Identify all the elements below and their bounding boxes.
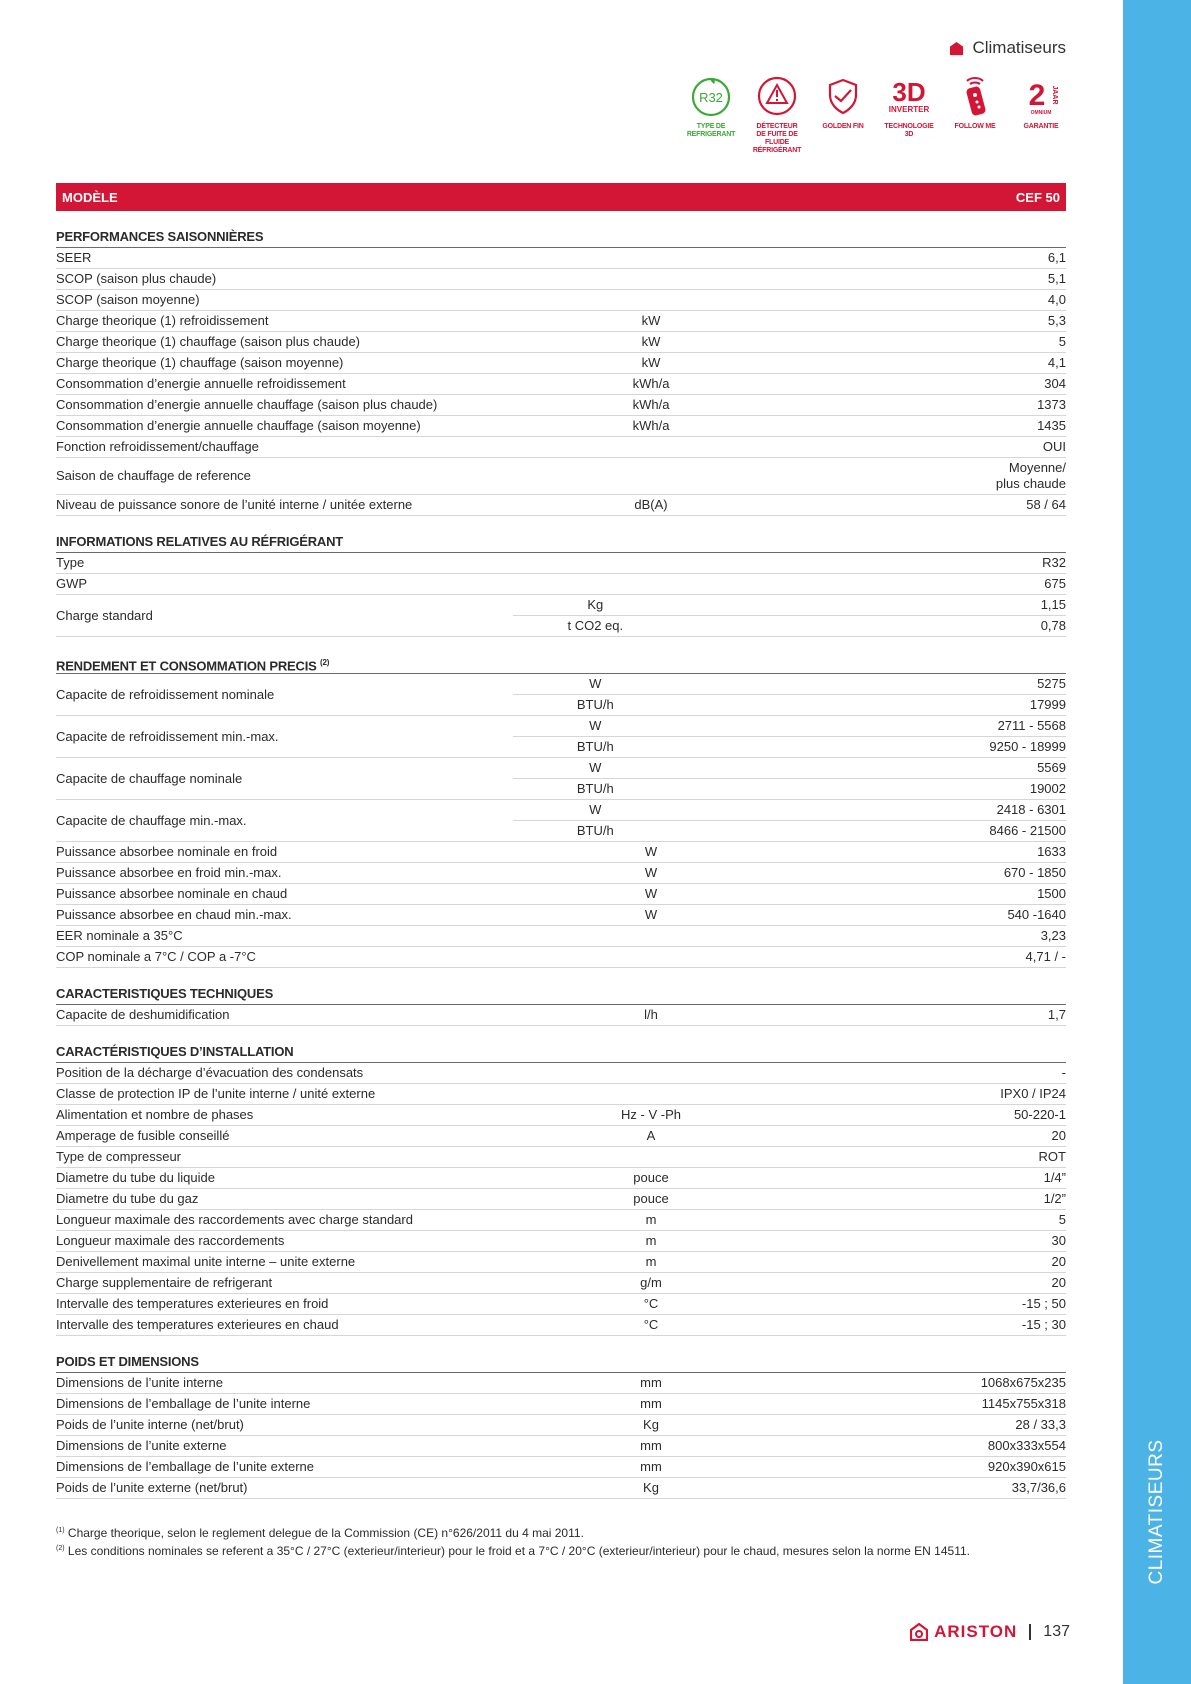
table-row [56, 1457, 1066, 1478]
model-bar [56, 183, 1066, 211]
row-label: SCOP (saison plus chaude) [56, 271, 217, 286]
row-label: Longueur maximale des raccordements avec charge standard [56, 1212, 413, 1227]
row-value: 20 [1051, 1128, 1066, 1143]
row-unit: kW [641, 334, 661, 349]
row-label: Diametre du tube du gaz [56, 1191, 199, 1206]
row-unit: dB(A) [634, 497, 668, 512]
table-row [56, 1373, 1066, 1394]
row-value: 3,23 [1040, 928, 1066, 943]
row-unit: mm [640, 1375, 662, 1390]
row-unit: kWh/a [632, 397, 670, 412]
row-unit: BTU/h [576, 823, 614, 838]
table-row-group [56, 758, 1066, 800]
sub-row [513, 615, 1066, 636]
feature-label: DÉTECTEUR DE FUITE DE FLUIDE RÉFRIGÉRANT [752, 123, 802, 154]
row-label: SEER [56, 250, 92, 265]
svg-text:3D: 3D [892, 77, 926, 107]
row-value: IPX0 / IP24 [1000, 1086, 1066, 1101]
category-header [949, 37, 1066, 59]
row-label: Fonction refroidissement/chauffage [56, 439, 259, 454]
row-value: 5 [1058, 1212, 1066, 1227]
table-row [56, 1126, 1066, 1147]
row-value: 4,1 [1047, 355, 1066, 370]
table-row-group [56, 595, 1066, 637]
svg-text:2: 2 [1028, 79, 1046, 112]
row-value: 1/2” [1043, 1191, 1066, 1206]
row-value: 9250 - 18999 [989, 739, 1066, 754]
row-unit: mm [640, 1438, 662, 1453]
row-value: 675 [1044, 576, 1066, 591]
row-unit: m [645, 1233, 657, 1248]
row-label: Puissance absorbee en froid min.-max. [56, 865, 282, 880]
row-value: 1500 [1037, 886, 1066, 901]
row-unit: g/m [640, 1275, 662, 1290]
section-title: INFORMATIONS RELATIVES AU RÉFRIGÉRANT [56, 532, 1066, 553]
table-row [56, 311, 1066, 332]
svg-text:INVERTER: INVERTER [888, 105, 930, 114]
row-unit: BTU/h [576, 781, 614, 796]
section-title: POIDS ET DIMENSIONS [56, 1352, 1066, 1373]
row-label: Dimensions de l’emballage de l’unite interne [56, 1396, 311, 1411]
row-unit: mm [640, 1396, 662, 1411]
footnotes [56, 1523, 1066, 1559]
section-title: PERFORMANCES SAISONNIÈRES [56, 227, 1066, 248]
table-row [56, 1147, 1066, 1168]
sub-row [513, 694, 1066, 715]
sub-row [513, 736, 1066, 757]
side-tab [1123, 0, 1191, 1684]
table-row [56, 269, 1066, 290]
model-value: CEF 50 [1015, 189, 1060, 205]
row-unit: W [589, 760, 602, 775]
row-value [786, 460, 1066, 492]
row-label: Consommation d’energie annuelle chauffage (saison moyenne) [56, 418, 421, 433]
row-label: Capacite de refroidissement nominale [56, 687, 275, 702]
row-value: 50-220-1 [1013, 1107, 1066, 1122]
remote-control-icon [953, 74, 997, 118]
row-label: Puissance absorbee en chaud min.-max. [56, 907, 292, 922]
footnote [56, 1541, 1066, 1559]
sub-row [513, 716, 1066, 736]
page-number: 137 [1043, 1623, 1070, 1640]
row-value: 2711 - 5568 [997, 718, 1066, 733]
row-label: Capacite de chauffage min.-max. [56, 813, 247, 828]
svg-text:R32: R32 [699, 90, 723, 105]
row-label: Capacite de chauffage nominale [56, 771, 243, 786]
table-row [56, 842, 1066, 863]
row-label: Puissance absorbee nominale en chaud [56, 886, 288, 901]
3d-inverter-icon [887, 74, 931, 118]
feature-label: TYPE DE REFRIGERANT [686, 123, 736, 138]
model-label: MODÈLE [62, 189, 118, 205]
table-row [56, 1415, 1066, 1436]
sub-row [513, 820, 1066, 841]
row-value-line: Moyenne/ [1008, 460, 1066, 475]
table-row [56, 1084, 1066, 1105]
section-title: CARACTÉRISTIQUES D’INSTALLATION [56, 1042, 1066, 1063]
row-label: Classe de protection IP de l’unite interne / unité externe [56, 1086, 376, 1101]
row-unit: W [589, 676, 602, 691]
golden-fin-shield-icon [821, 74, 865, 118]
row-unit: W [644, 844, 658, 859]
sub-rows [513, 758, 1066, 799]
page-footer [910, 1620, 1070, 1644]
section-title: CARACTERISTIQUES TECHNIQUES [56, 984, 1066, 1005]
table-row [56, 374, 1066, 395]
footer-divider [1029, 1624, 1031, 1640]
row-label: Intervalle des temperatures exterieures en froid [56, 1296, 329, 1311]
sub-rows [513, 716, 1066, 757]
row-value: OUI [1042, 439, 1066, 454]
row-value: ROT [1038, 1149, 1066, 1164]
row-value: R32 [1042, 555, 1066, 570]
footnote [56, 1523, 1066, 1541]
row-unit: pouce [633, 1191, 669, 1206]
svg-text:JAAR: JAAR [1051, 85, 1058, 105]
row-value: 5569 [1037, 760, 1066, 775]
table-row [56, 1273, 1066, 1294]
leak-detector-icon [755, 74, 799, 118]
feature-label: GARANTIE [1023, 123, 1059, 130]
table-row [56, 553, 1066, 574]
row-value: 19002 [1029, 781, 1066, 796]
row-label: EER nominale a 35°C [56, 928, 183, 943]
section-rendement [56, 653, 1066, 968]
row-value: 1633 [1037, 844, 1066, 859]
feature-leak-detector [744, 74, 810, 155]
table-row-group [56, 674, 1066, 716]
row-label: Position de la décharge d’évacuation des condensats [56, 1065, 364, 1080]
table-row [56, 1252, 1066, 1273]
row-label: Dimensions de l’unite externe [56, 1438, 227, 1453]
table-row [56, 416, 1066, 437]
brand-logo [910, 1622, 1017, 1642]
sub-row [513, 800, 1066, 820]
table-row [56, 947, 1066, 968]
table-row [56, 1210, 1066, 1231]
footnote-text: Les conditions nominales se referent a 35°C / 27°C (exterieur/interieur) pour le froid et a 7°C / 20°C (exterieur/interieur) pour le chaud, mesures selon la norme EN 14511. [67, 1544, 970, 1558]
row-unit: W [589, 802, 602, 817]
row-value: 33,7/36,6 [1011, 1480, 1066, 1495]
table-row-group [56, 716, 1066, 758]
brand-name: ARISTON [934, 1622, 1018, 1641]
sub-rows [513, 800, 1066, 841]
row-value: 1,7 [1047, 1007, 1066, 1022]
table-row [56, 290, 1066, 311]
row-value: -15 ; 50 [1021, 1296, 1066, 1311]
row-unit: Hz - V -Ph [621, 1107, 681, 1122]
section-installation [56, 1042, 1066, 1336]
feature-icons [678, 74, 1074, 155]
row-unit: m [645, 1254, 657, 1269]
table-row [56, 1231, 1066, 1252]
table-row [56, 1436, 1066, 1457]
row-unit: °C [643, 1317, 659, 1332]
row-value: 20 [1051, 1275, 1066, 1290]
row-unit: W [589, 718, 602, 733]
row-value: 6,1 [1047, 250, 1066, 265]
table-row [56, 1394, 1066, 1415]
table-row [56, 458, 1066, 495]
row-label: Charge theorique (1) refroidissement [56, 313, 269, 328]
footnote-ref: (2) [320, 658, 330, 667]
section-refrigerant [56, 532, 1066, 637]
table-row [56, 926, 1066, 947]
table-row [56, 395, 1066, 416]
sub-rows [513, 595, 1066, 636]
feature-warranty [1008, 74, 1074, 155]
row-value: 0,78 [1040, 618, 1066, 633]
row-value-line: plus chaude [995, 476, 1066, 491]
row-unit: pouce [633, 1170, 669, 1185]
row-label: Niveau de puissance sonore de l’unité interne / unitée externe [56, 497, 413, 512]
row-label: SCOP (saison moyenne) [56, 292, 200, 307]
spec-table [56, 183, 1066, 1559]
row-value: 1373 [1037, 397, 1066, 412]
table-row [56, 1063, 1066, 1084]
row-value: 30 [1051, 1233, 1066, 1248]
row-value: 800x333x554 [987, 1438, 1066, 1453]
row-label: GWP [56, 576, 88, 591]
row-value: 28 / 33,3 [1015, 1417, 1066, 1432]
r32-leaf-icon [689, 74, 733, 118]
row-unit: kW [641, 355, 661, 370]
row-label: Amperage de fusible conseillé [56, 1128, 230, 1143]
row-value: 1068x675x235 [980, 1375, 1066, 1390]
ariston-logo-icon [910, 1623, 928, 1641]
feature-follow-me [942, 74, 1008, 155]
2-year-warranty-icon [1019, 74, 1063, 118]
side-tab-label: CLIMATISEURS [1146, 1439, 1167, 1585]
row-value: 8466 - 21500 [989, 823, 1066, 838]
row-value: 17999 [1029, 697, 1066, 712]
row-label: Charge theorique (1) chauffage (saison plus chaude) [56, 334, 361, 349]
row-label: Puissance absorbee nominale en froid [56, 844, 278, 859]
row-unit: kW [641, 313, 661, 328]
table-row [56, 437, 1066, 458]
sub-row [513, 674, 1066, 694]
row-label: Denivellement maximal unite interne – unite externe [56, 1254, 356, 1269]
row-value: 670 - 1850 [1003, 865, 1066, 880]
feature-label: TECHNOLOGIE 3D [884, 123, 934, 138]
row-value: 4,71 / - [1025, 949, 1066, 964]
table-row-group [56, 800, 1066, 842]
sub-row [513, 778, 1066, 799]
row-value: 2418 - 6301 [996, 802, 1066, 817]
row-label: Dimensions de l’unite interne [56, 1375, 223, 1390]
feature-label: GOLDEN FIN [822, 123, 864, 130]
row-value: 58 / 64 [1026, 497, 1066, 512]
footnote-text: Charge theorique, selon le reglement delegue de la Commission (CE) n°626/2011 du 4 mai 2011. [67, 1526, 584, 1540]
section-title [56, 653, 1066, 674]
row-value: 20 [1051, 1254, 1066, 1269]
row-unit: °C [643, 1296, 659, 1311]
feature-golden-fin [810, 74, 876, 155]
row-label: Longueur maximale des raccordements [56, 1233, 285, 1248]
row-label: Type de compresseur [56, 1149, 182, 1164]
section-performances [56, 227, 1066, 516]
row-label: Charge theorique (1) chauffage (saison moyenne) [56, 355, 344, 370]
row-label: Capacite de refroidissement min.-max. [56, 729, 279, 744]
table-row [56, 1189, 1066, 1210]
svg-text:OMNIUM: OMNIUM [1030, 110, 1052, 116]
row-unit: t CO2 eq. [567, 618, 624, 633]
sub-row [513, 758, 1066, 778]
row-unit: kWh/a [632, 418, 670, 433]
table-row [56, 1315, 1066, 1336]
row-value: 5275 [1037, 676, 1066, 691]
house-icon [949, 41, 964, 56]
row-value: 4,0 [1047, 292, 1066, 307]
row-value: - [1061, 1065, 1066, 1080]
row-value: 1,15 [1040, 597, 1066, 612]
feature-3d-technology [876, 74, 942, 155]
row-label: Diametre du tube du liquide [56, 1170, 215, 1185]
table-row [56, 905, 1066, 926]
table-row [56, 1294, 1066, 1315]
table-row [56, 353, 1066, 374]
footnote-mark: (2) [56, 1545, 65, 1552]
row-label: Intervalle des temperatures exterieures en chaud [56, 1317, 339, 1332]
section-title-text: RENDEMENT ET CONSOMMATION PRECIS [56, 658, 317, 674]
table-row [56, 1005, 1066, 1026]
table-row [56, 574, 1066, 595]
row-unit: mm [640, 1459, 662, 1474]
row-value: 1435 [1037, 418, 1066, 433]
sub-row [513, 595, 1066, 615]
row-unit: Kg [643, 1480, 659, 1495]
row-label: Type [56, 555, 85, 570]
table-row [56, 1168, 1066, 1189]
footnote-mark: (1) [56, 1527, 65, 1534]
row-label: Poids de l’unite externe (net/brut) [56, 1480, 248, 1495]
row-label: Dimensions de l’emballage de l’unite externe [56, 1459, 314, 1474]
row-unit: W [644, 865, 658, 880]
row-label: Alimentation et nombre de phases [56, 1107, 254, 1122]
row-label: Charge supplementaire de refrigerant [56, 1275, 273, 1290]
row-unit: W [644, 907, 658, 922]
row-unit: l/h [644, 1007, 658, 1022]
row-value: 5,3 [1047, 313, 1066, 328]
section-dimensions [56, 1352, 1066, 1499]
table-row [56, 884, 1066, 905]
table-row [56, 495, 1066, 516]
table-row [56, 1105, 1066, 1126]
row-label: Consommation d’energie annuelle refroidissement [56, 376, 346, 391]
row-label: Saison de chauffage de reference [56, 468, 251, 483]
section-technical [56, 984, 1066, 1026]
row-value: 5,1 [1047, 271, 1066, 286]
row-value: -15 ; 30 [1021, 1317, 1066, 1332]
category-title: Climatiseurs [972, 38, 1066, 57]
row-unit: kWh/a [632, 376, 670, 391]
row-value: 1/4” [1043, 1170, 1066, 1185]
row-label: Capacite de deshumidification [56, 1007, 230, 1022]
row-label: COP nominale a 7°C / COP a -7°C [56, 949, 256, 964]
table-row [56, 332, 1066, 353]
row-value: 920x390x615 [987, 1459, 1066, 1474]
table-row [56, 248, 1066, 269]
row-label: Consommation d’energie annuelle chauffage (saison plus chaude) [56, 397, 438, 412]
row-unit: Kg [587, 597, 604, 612]
table-row [56, 1478, 1066, 1499]
row-value: 304 [1044, 376, 1066, 391]
row-label: Poids de l’unite interne (net/brut) [56, 1417, 244, 1432]
row-unit: BTU/h [576, 739, 614, 754]
feature-label: FOLLOW ME [954, 123, 996, 130]
row-label: Charge standard [56, 608, 153, 623]
feature-refrigerant-type [678, 74, 744, 155]
row-unit: BTU/h [576, 697, 614, 712]
row-unit: Kg [643, 1417, 659, 1432]
row-value: 5 [1058, 334, 1066, 349]
row-value: 1145x755x318 [981, 1396, 1066, 1411]
table-row [56, 863, 1066, 884]
sub-rows [513, 674, 1066, 715]
row-unit: A [646, 1128, 656, 1143]
row-unit: m [645, 1212, 657, 1227]
row-unit: W [644, 886, 658, 901]
row-value: 540 -1640 [1007, 907, 1066, 922]
